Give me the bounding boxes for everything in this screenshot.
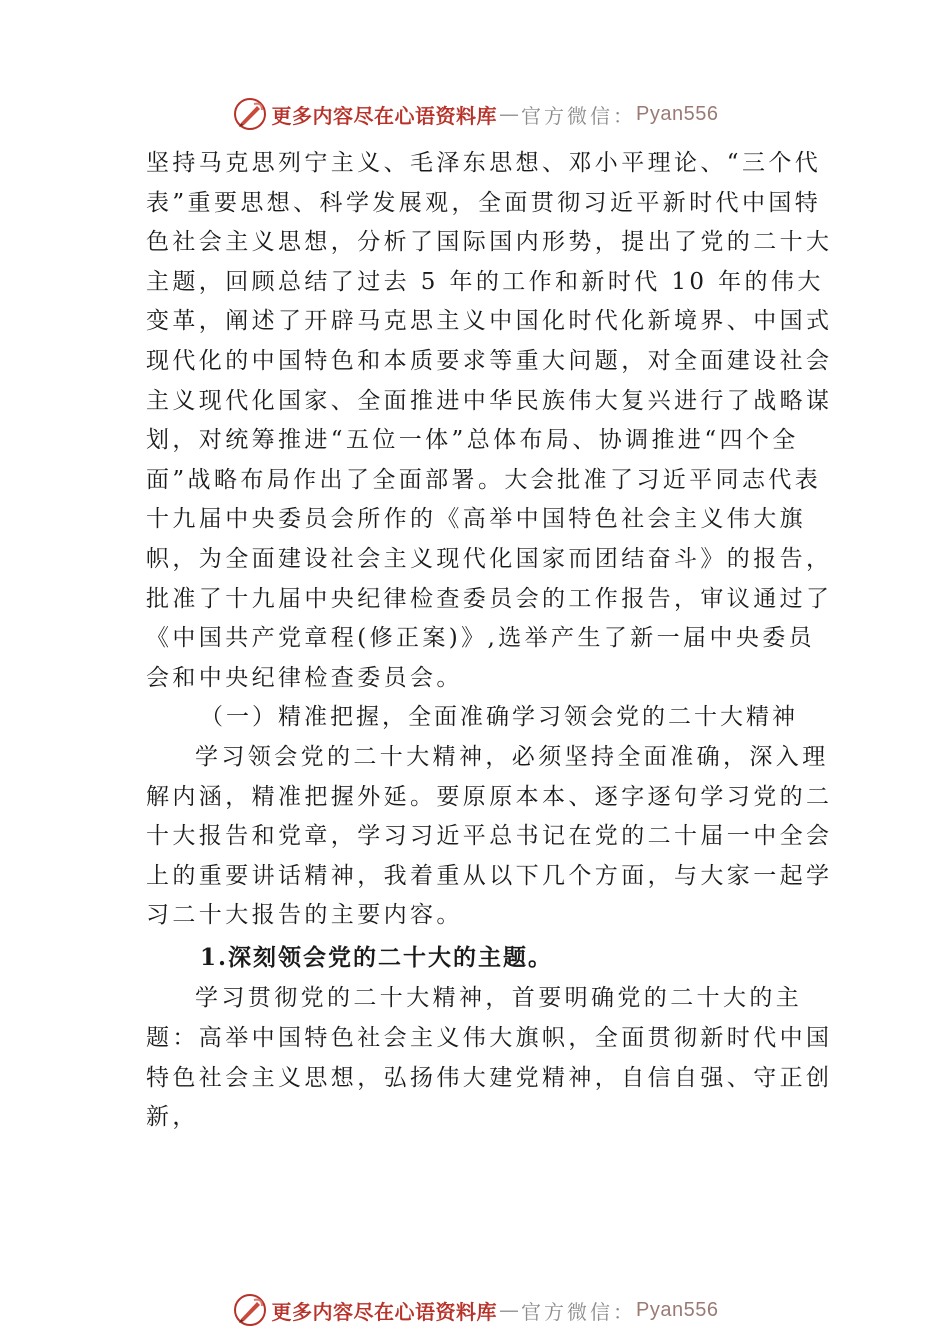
document-body xyxy=(146,144,836,1138)
footer-dash: — xyxy=(499,1298,520,1322)
section-heading-1: （一）精准把握，全面准确学习领会党的二十大精神 xyxy=(200,704,798,731)
footer-wechat-id: Pyan556 xyxy=(636,1298,719,1321)
pen-logo-icon xyxy=(232,96,268,132)
paragraph-1: 坚持马克思列宁主义、毛泽东思想、邓小平理论、“三个代表”重要思想、科学发展观，全面贯彻习近平新时代中国特色社会主义思想，分析了国际国内形势，提出了党的二十大主题，回顾总结了过去 5 年的工作和新时代 10 年的伟大变革，阐述了开辟马克思主义中国化时代化新境界、中国式现代化的中国特色和本质要求等重大问题，对全面建设社会主义现代化国家、全面推进中华民族伟大复兴进行了战略谋划，对统筹推进“五位一体”总体布局、协调推进“四个全面”战略布局作出了全面部署。大会批准了习近平同志代表十九届中央委员会所作的《高举中国特色社会主义伟大旗帜，为全面建设社会主义现代化国家而团结奋斗》的报告，批准了十九届中央纪律检查委员会的工作报告，审议通过了《中国共产党章程(修正案)》,选举产生了新一届中央委员会和中央纪律检查委员会。 xyxy=(146,150,833,691)
header-brand-text: 更多内容尽在心语资料库 xyxy=(271,103,498,128)
footer-watermark xyxy=(0,1290,950,1330)
subsection-heading-1: 1.深刻领会党的二十大的主题。 xyxy=(200,943,554,971)
footer-wechat-label: 官方微信： xyxy=(521,1299,637,1324)
header-watermark xyxy=(0,94,950,134)
header-wechat-id: Pyan556 xyxy=(636,102,719,125)
header-wechat-label: 官方微信： xyxy=(521,103,637,128)
header-dash: — xyxy=(499,102,520,126)
footer-brand-text: 更多内容尽在心语资料库 xyxy=(271,1299,498,1324)
pen-logo-icon xyxy=(232,1292,268,1328)
paragraph-2: 学习领会党的二十大精神，必须坚持全面准确，深入理解内涵，精准把握外延。要原原本本、逐字逐句学习党的二十大报告和党章，学习习近平总书记在党的二十届一中全会上的重要讲话精神，我着重从以下几个方面，与大家一起学习二十大报告的主要内容。 xyxy=(146,743,833,929)
paragraph-3: 学习贯彻党的二十大精神，首要明确党的二十大的主题：高举中国特色社会主义伟大旗帜，全面贯彻新时代中国特色社会主义思想，弘扬伟大建党精神，自信自强、守正创新， xyxy=(146,985,833,1131)
